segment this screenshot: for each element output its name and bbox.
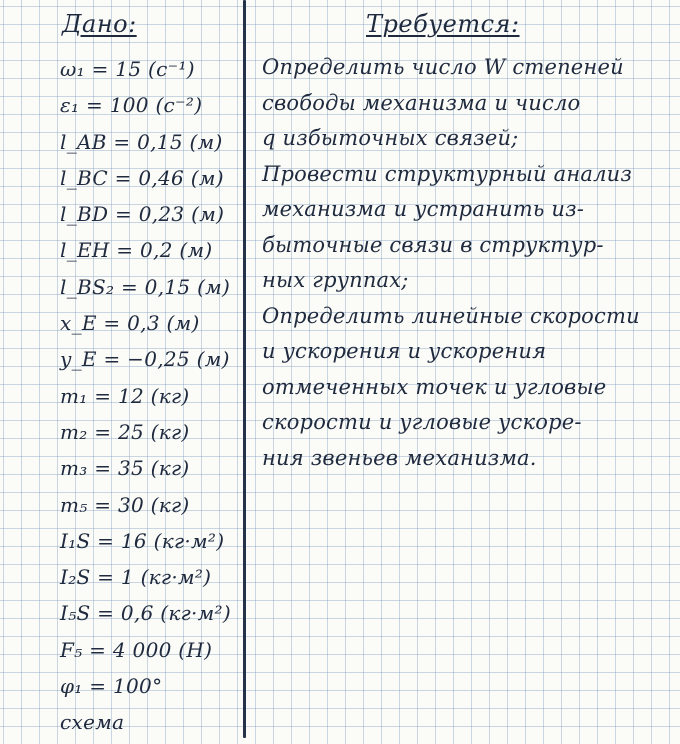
required-line: механизма и устранить из- xyxy=(262,197,585,221)
required-line: и ускорения и ускорения xyxy=(262,339,547,363)
given-item: схема xyxy=(60,710,125,735)
given-item: x_E = 0,3 (м) xyxy=(60,311,200,336)
required-heading: Требуется: xyxy=(366,10,520,38)
given-item: I₂S = 1 (кг·м²) xyxy=(60,565,212,590)
given-item: m₁ = 12 (кг) xyxy=(60,383,190,408)
required-line: скорости и угловые ускоре- xyxy=(262,410,582,434)
given-item: m₃ = 35 (кг) xyxy=(60,456,190,481)
column-divider-line xyxy=(243,0,246,738)
required-line: Провести структурный анализ xyxy=(262,161,633,186)
required-line: свободы механизма и число xyxy=(262,90,581,115)
given-item: I₁S = 16 (кг·м²) xyxy=(60,528,225,553)
required-line: ния звеньев механизма. xyxy=(262,445,537,470)
given-item: I₅S = 0,6 (кг·м²) xyxy=(60,601,231,626)
required-text xyxy=(262,52,640,478)
given-item: m₂ = 25 (кг) xyxy=(60,419,190,444)
given-item: l_AB = 0,15 (м) xyxy=(60,129,223,154)
given-item: m₅ = 30 (кг) xyxy=(60,492,190,517)
given-item: l_EH = 0,2 (м) xyxy=(60,238,213,263)
given-item: l_BS₂ = 0,15 (м) xyxy=(60,274,231,299)
given-item: ω₁ = 15 (c⁻¹) xyxy=(60,57,195,81)
given-item: y_E = −0,25 (м) xyxy=(60,347,230,372)
required-line: отмеченных точек и угловые xyxy=(262,374,607,399)
given-heading: Дано: xyxy=(62,10,137,38)
required-line: Определить число W степеней xyxy=(262,55,624,79)
given-item: φ₁ = 100° xyxy=(60,674,163,699)
given-item: F₅ = 4 000 (Н) xyxy=(60,637,213,662)
given-item: ε₁ = 100 (c⁻²) xyxy=(60,93,203,118)
required-line: q избыточных связей; xyxy=(262,126,519,150)
required-line: Определить линейные скорости xyxy=(262,303,640,328)
required-line: быточные связи в структур- xyxy=(262,232,604,257)
required-line: ных группах; xyxy=(262,268,409,292)
given-item: l_BD = 0,23 (м) xyxy=(60,202,225,227)
given-list xyxy=(60,54,231,744)
given-item: l_BC = 0,46 (м) xyxy=(60,165,224,190)
